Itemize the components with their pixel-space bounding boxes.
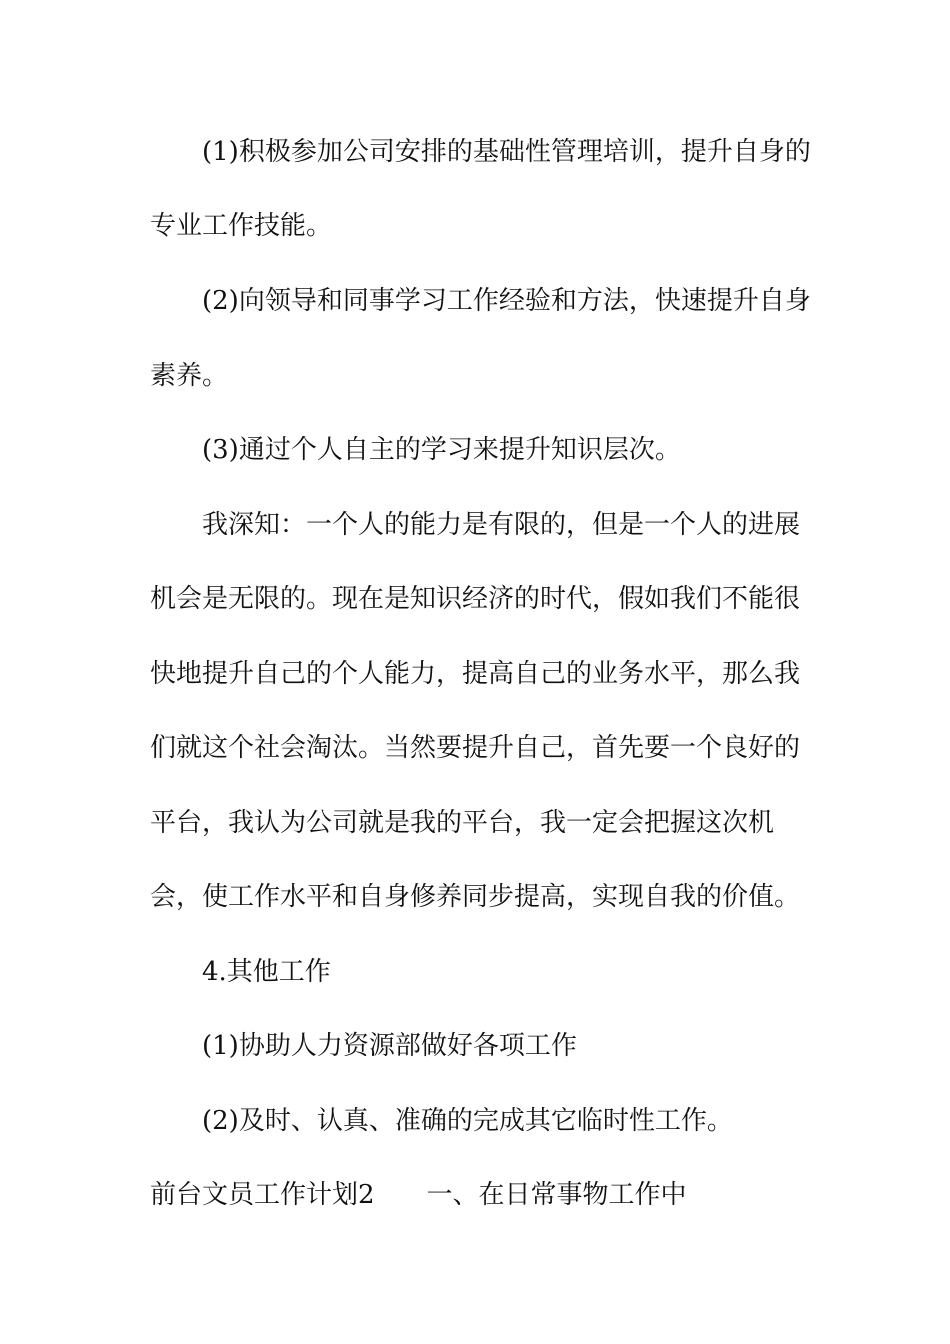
paragraph-line: (1)协助人力资源部做好各项工作 <box>202 1031 577 1061</box>
paragraph-line: (1)积极参加公司安排的基础性管理培训，提升自身的 <box>202 137 811 167</box>
paragraph-line: 快地提升自己的个人能力，提高自己的业务水平，那么我 <box>150 659 801 689</box>
paragraph-line: 我深知：一个人的能力是有限的，但是一个人的进展 <box>202 510 801 540</box>
final-heading-line <box>150 1177 810 1213</box>
paragraph-line: (3)通过个人自主的学习来提升知识层次。 <box>202 435 681 465</box>
paragraph-line: (2)向领导和同事学习工作经验和方法，快速提升自身 <box>202 286 811 316</box>
paragraph-line: 素养。 <box>150 361 229 391</box>
paragraph-line: 专业工作技能。 <box>150 211 333 241</box>
document-title: 前台文员工作计划2 <box>150 1180 375 1210</box>
paragraph-line: 会，使工作水平和自身修养同步提高，实现自我的价值。 <box>150 882 801 912</box>
document-subheading: 一、在日常事物工作中 <box>426 1180 687 1210</box>
paragraph-line: 平台，我认为公司就是我的平台，我一定会把握这次机 <box>150 808 775 838</box>
paragraph-line: 机会是无限的。现在是知识经济的时代，假如我们不能很 <box>150 584 801 614</box>
paragraph-line: (2)及时、认真、准确的完成其它临时性工作。 <box>202 1106 733 1136</box>
section-heading: 4.其他工作 <box>202 957 331 987</box>
paragraph-line: 们就这个社会淘汰。当然要提升自己，首先要一个良好的 <box>150 733 801 763</box>
